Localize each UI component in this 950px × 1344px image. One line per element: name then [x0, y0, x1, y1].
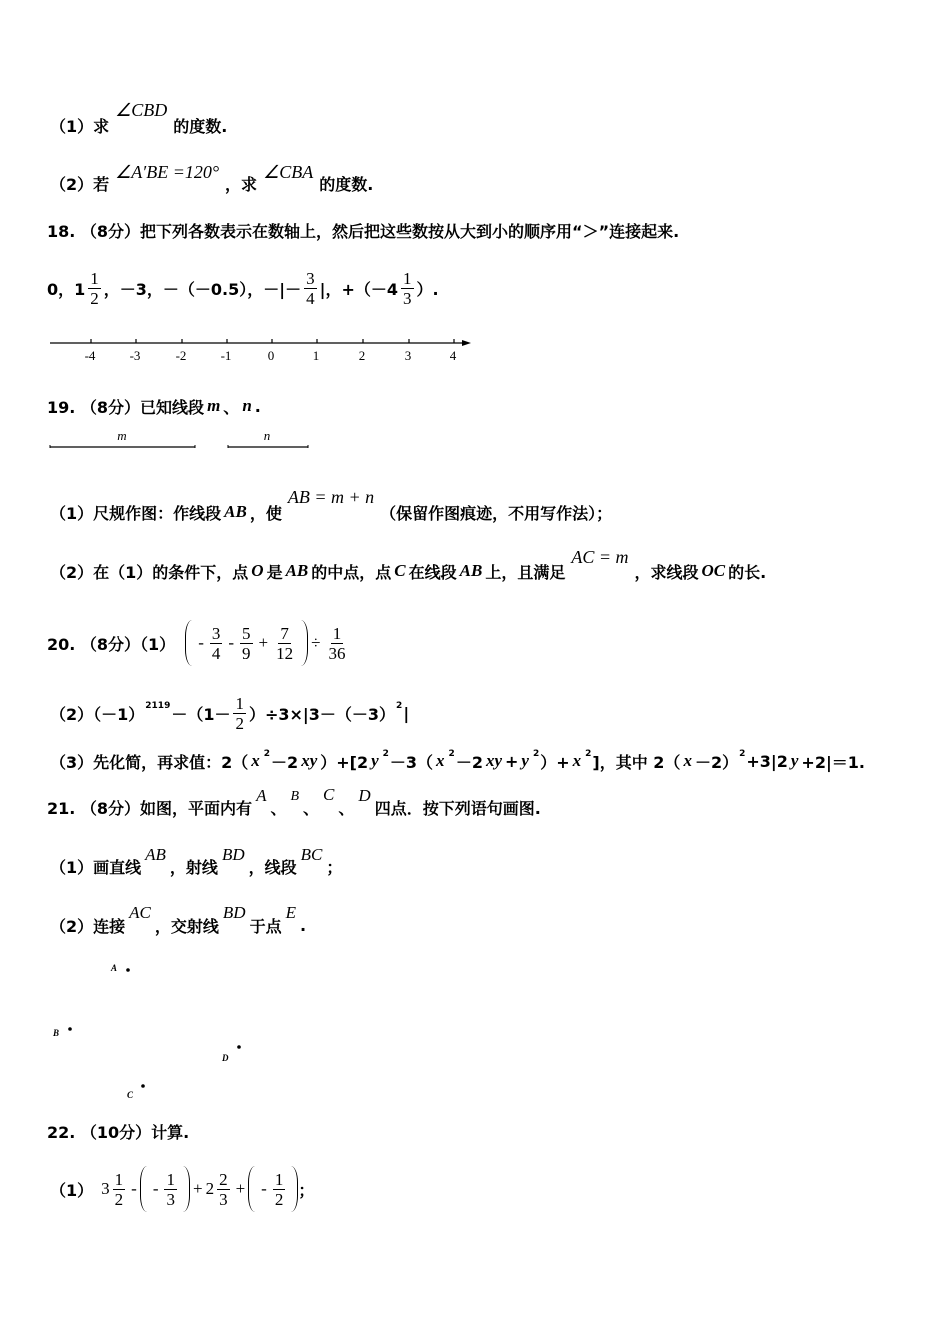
q19-heading [47, 396, 261, 416]
var: xy [301, 751, 318, 770]
var: y [790, 751, 799, 770]
fraction [274, 624, 295, 663]
var-ab: AB [459, 561, 483, 580]
point-d-ref: D [358, 786, 371, 805]
denominator: 4 [211, 643, 221, 663]
text: 的中点，点 [311, 562, 392, 582]
numerator: 5 [242, 623, 251, 643]
part-label: （1） [50, 1180, 94, 1200]
var: y [371, 751, 379, 770]
exponent: 2119 [145, 701, 171, 711]
text: －2） [694, 752, 739, 772]
text: 上，且满足 [485, 562, 566, 582]
var: xy [485, 751, 502, 770]
q18-heading-text: 18. （8分）把下列各数表示在数轴上，然后把这些数按从大到小的顺序用“＞”连接起来. [47, 221, 680, 241]
operator: - [131, 1179, 137, 1198]
given-angle-abe: ∠A′BE =120° [115, 161, 220, 182]
separator: 、 [270, 798, 287, 818]
negative-sign: - [261, 1179, 267, 1198]
axis-label: 1 [312, 348, 320, 363]
number-line [0, 328, 480, 368]
axis-label: 4 [449, 348, 457, 363]
text: 在线段 [408, 562, 457, 582]
point-d-label: D [222, 1053, 229, 1063]
formula-ab-equals-m-plus-n: AB = m + n [287, 486, 375, 507]
exponent: 2 [263, 749, 271, 759]
q22-heading [47, 1121, 189, 1141]
text: + [505, 751, 519, 771]
q21-part2 [50, 903, 307, 936]
exponent: 2 [532, 749, 540, 759]
period: . [254, 396, 261, 416]
fraction [240, 624, 253, 663]
text: . [299, 915, 307, 935]
denominator: 3 [219, 1189, 228, 1209]
var-ab: AB [285, 561, 309, 580]
numerator: 1 [274, 1169, 284, 1189]
text: ，求线段 [634, 562, 699, 582]
denominator: 36 [328, 643, 346, 663]
q22-part1 [50, 1164, 314, 1214]
fraction [164, 1170, 177, 1209]
left-parenthesis [248, 1166, 255, 1212]
q18-numbers-c: |，+（－4 [319, 279, 398, 299]
whole-number: 2 [205, 1179, 215, 1198]
point-b-ref: B [290, 789, 300, 804]
q17-part2-prefix: （2）若 [50, 174, 110, 194]
ray-bd: BD [222, 903, 246, 922]
negative-sign: - [152, 1179, 159, 1198]
left-parenthesis [140, 1166, 147, 1212]
q17-part2-suffix: 的度数. [319, 174, 374, 194]
denominator: 3 [403, 288, 412, 308]
text: （1）画直线 [50, 857, 142, 877]
denominator: 2 [235, 713, 244, 733]
numerator: 1 [235, 693, 244, 713]
point-d [237, 1045, 241, 1049]
text: ； [326, 857, 343, 877]
operator: - [198, 633, 204, 652]
line-ab: AB [145, 845, 166, 864]
q22-heading-text: 22. （10分）计算. [47, 1122, 190, 1142]
operator: + [192, 1179, 203, 1198]
var-n: n [242, 396, 252, 415]
q20-part2 [50, 688, 409, 738]
text: 四点．按下列语句画图. [374, 798, 541, 818]
fraction [273, 1170, 286, 1209]
point-c [141, 1084, 145, 1088]
text: ]，其中 2（ [592, 752, 681, 772]
var-oc: OC [701, 561, 726, 580]
q20-part1 [47, 615, 350, 671]
text: ，交射线 [154, 916, 219, 936]
numerator: 1 [332, 623, 342, 643]
axis-label: -3 [129, 348, 141, 363]
q18-number-list [47, 263, 439, 313]
text: +3|2 [746, 751, 788, 771]
text: －2 [271, 752, 299, 772]
q18-numbers-a: 0，1 [47, 279, 86, 299]
text: －2 [455, 752, 483, 772]
q19-part1 [50, 486, 613, 523]
text: （2）在（1）的条件下，点 [50, 562, 249, 582]
right-parenthesis [183, 1166, 190, 1212]
segment-n-label: n [263, 428, 271, 443]
q17-part1-prefix: （1）求 [50, 116, 110, 136]
text: －（1－ [171, 704, 231, 724]
q19-part1-mid: ，使 [249, 503, 282, 523]
numerator: 7 [280, 623, 289, 643]
operator: + [258, 633, 269, 652]
text: ）+[2 [320, 752, 369, 772]
var-o: O [251, 561, 264, 580]
var: x [436, 751, 445, 770]
axis-label: -2 [175, 348, 187, 363]
exponent: 2 [585, 749, 592, 759]
text: （3）先化简，再求值：2（ [50, 752, 249, 772]
point-e-ref: E [285, 903, 296, 922]
q20-heading: 20. （8分）（1） [47, 634, 176, 654]
text: | [403, 703, 410, 723]
q19-part2 [50, 546, 767, 582]
formula-ac-equals-m: AC = m [571, 546, 629, 567]
denominator: 9 [242, 643, 251, 663]
point-a-ref: A [256, 786, 267, 805]
fraction-three-quarters [304, 269, 317, 308]
var-ab: AB [224, 502, 247, 521]
numerator: 1 [403, 268, 412, 288]
right-parenthesis [291, 1166, 298, 1212]
point-a-label: A [111, 963, 118, 973]
q18-numbers-b: ，－3，－（－0.5），－|－ [103, 279, 302, 299]
q17-part1-suffix: 的度数. [173, 116, 228, 136]
text: 21. （8分）如图，平面内有 [47, 798, 253, 818]
point-b [68, 1027, 72, 1031]
text: 的长. [728, 562, 767, 582]
axis-label: 3 [404, 348, 412, 363]
numerator: 3 [306, 268, 315, 288]
numerator: 2 [219, 1169, 228, 1189]
text: +2|＝1. [801, 752, 866, 772]
axis-label: 2 [358, 348, 366, 363]
denominator: 12 [276, 643, 294, 663]
text: 是 [266, 562, 283, 582]
text: 于点 [249, 916, 282, 936]
right-parenthesis [301, 620, 308, 666]
q19-heading-prefix: 19. （8分）已知线段 [47, 397, 205, 417]
separator: 、 [223, 397, 240, 417]
q20-part3 [50, 751, 865, 771]
numerator: 1 [90, 268, 99, 288]
denominator: 3 [166, 1189, 175, 1209]
axis-label: -1 [220, 348, 232, 363]
fraction [217, 1170, 230, 1209]
point-a [126, 968, 130, 972]
var: y [521, 751, 529, 770]
text: －3（ [389, 752, 434, 772]
fraction [326, 624, 347, 663]
point-b-label: B [53, 1028, 60, 1038]
numerator: 1 [166, 1169, 175, 1189]
number-line-arrow [462, 340, 471, 346]
text: ）÷3×|3－（－3） [248, 704, 396, 724]
denominator: 4 [306, 288, 315, 308]
fraction-one-half [88, 269, 101, 308]
text: ，线段 [248, 857, 297, 877]
q19-part1-suffix: （保留作图痕迹，不用写作法）； [380, 503, 613, 523]
numerator: 1 [114, 1169, 124, 1189]
operator: + [235, 1179, 246, 1198]
number-line-ticks [91, 339, 454, 343]
var: x [251, 751, 260, 770]
segment-bc: BC [300, 845, 323, 864]
exponent: 2 [448, 749, 455, 759]
separator: 、 [303, 798, 320, 818]
ray-bd: BD [221, 845, 245, 864]
denominator: 2 [274, 1189, 284, 1209]
given-segments [0, 425, 330, 455]
semicolon: ； [298, 1180, 315, 1200]
q21-part1 [50, 845, 343, 877]
left-parenthesis [185, 620, 192, 666]
q17-part2 [50, 161, 374, 194]
segment-ac: AC [129, 903, 151, 922]
q17-part2-mid: ，求 [225, 174, 258, 194]
angle-cbd: ∠CBD [115, 99, 168, 120]
text: ，射线 [169, 857, 218, 877]
q17-part1 [50, 99, 228, 136]
operator: - [228, 633, 235, 652]
fraction [233, 694, 246, 733]
division-sign: ÷ [311, 633, 321, 652]
separator: 、 [338, 798, 355, 818]
point-c-ref: C [323, 785, 335, 804]
fraction [210, 624, 223, 663]
axis-label: 0 [267, 348, 275, 363]
exponent: 2 [396, 701, 403, 711]
q21-heading [47, 785, 541, 818]
q18-numbers-e: ）. [416, 279, 439, 299]
denominator: 2 [114, 1189, 124, 1209]
denominator: 2 [90, 288, 99, 308]
q19-part1-prefix: （1）尺规作图：作线段 [50, 503, 222, 523]
segment-m-label: m [117, 428, 127, 443]
var-c: C [394, 561, 406, 580]
exponent: 2 [739, 749, 746, 759]
text: （2）连接 [50, 916, 126, 936]
var: x [572, 751, 582, 770]
text: （2）（－1） [50, 704, 145, 724]
var: x [683, 751, 692, 770]
numerator: 3 [211, 623, 221, 643]
var-m: m [207, 396, 221, 415]
exponent: 2 [382, 749, 389, 759]
angle-cba: ∠CBA [263, 161, 314, 182]
point-c-label: C [127, 1090, 134, 1100]
axis-label: -4 [84, 348, 96, 363]
q18-heading [47, 220, 679, 240]
text: ）+ [540, 752, 570, 772]
fraction [113, 1170, 126, 1209]
fraction-one-third [401, 269, 414, 308]
whole-number: 3 [101, 1179, 110, 1198]
points-figure [0, 950, 260, 1110]
